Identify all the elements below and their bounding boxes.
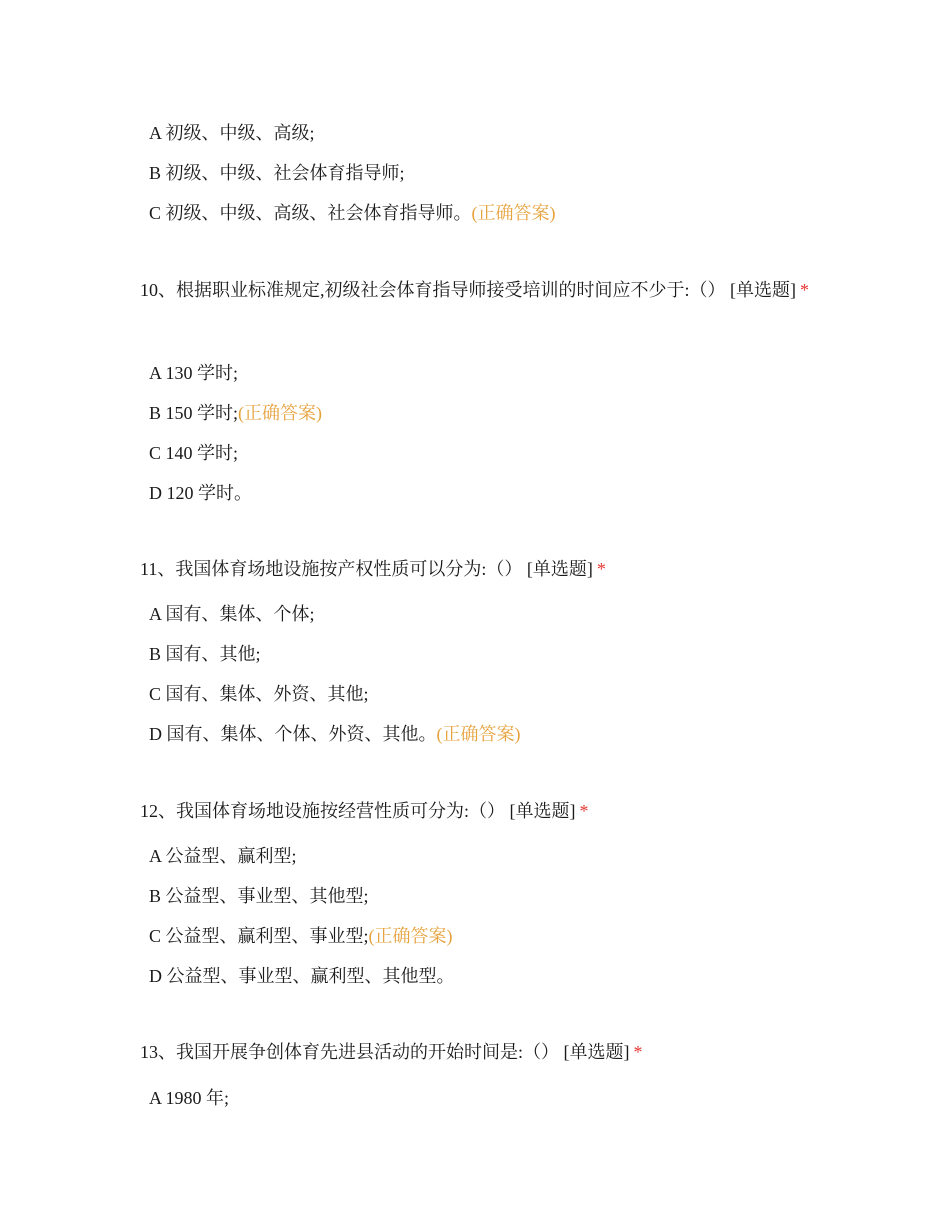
q12-option-c: C 公益型、赢利型、事业型;(正确答案) (149, 926, 453, 946)
q13-option-a: A 1980 年; (149, 1088, 230, 1108)
q12-correct-answer-label: (正确答案) (368, 926, 453, 946)
q11-option-d: D 国有、集体、个体、外资、其他。(正确答案) (149, 724, 521, 744)
q11-question: 11、我国体育场地设施按产权性质可以分为:（） [单选题] * (140, 559, 606, 579)
q10-option-b: B 150 学时;(正确答案) (149, 403, 323, 423)
q11-correct-answer-label: (正确答案) (436, 724, 521, 744)
q12-question: 12、我国体育场地设施按经营性质可分为:（） [单选题] * (140, 801, 589, 821)
q11-option-a: A 国有、集体、个体; (149, 604, 315, 624)
q13-required-mark: * (633, 1042, 643, 1062)
q11-required-mark: * (596, 559, 606, 579)
q10-required-mark: * (800, 280, 809, 300)
q10-option-a: A 130 学时; (149, 363, 239, 383)
q9-option-b: B 初级、中级、社会体育指导师; (149, 163, 405, 183)
q12-option-d: D 公益型、事业型、赢利型、其他型。 (149, 966, 455, 986)
q11-option-c: C 国有、集体、外资、其他; (149, 684, 369, 704)
q9-option-c: C 初级、中级、高级、社会体育指导师。(正确答案) (149, 203, 556, 223)
q10-question: 10、根据职业标准规定,初级社会体育指导师接受培训的时间应不少于:（） [单选题] * (140, 280, 809, 300)
q10-option-d: D 120 学时。 (149, 483, 252, 503)
q11-option-b: B 国有、其他; (149, 644, 261, 664)
q9-option-a: A 初级、中级、高级; (149, 123, 315, 143)
q9-correct-answer-label: (正确答案) (471, 203, 556, 223)
q12-option-b: B 公益型、事业型、其他型; (149, 886, 369, 906)
q10-correct-answer-label: (正确答案) (238, 403, 323, 423)
q10-option-c: C 140 学时; (149, 443, 239, 463)
q12-option-a: A 公益型、赢利型; (149, 846, 297, 866)
q13-question: 13、我国开展争创体育先进县活动的开始时间是:（） [单选题] * (140, 1042, 643, 1062)
q12-required-mark: * (579, 801, 589, 821)
